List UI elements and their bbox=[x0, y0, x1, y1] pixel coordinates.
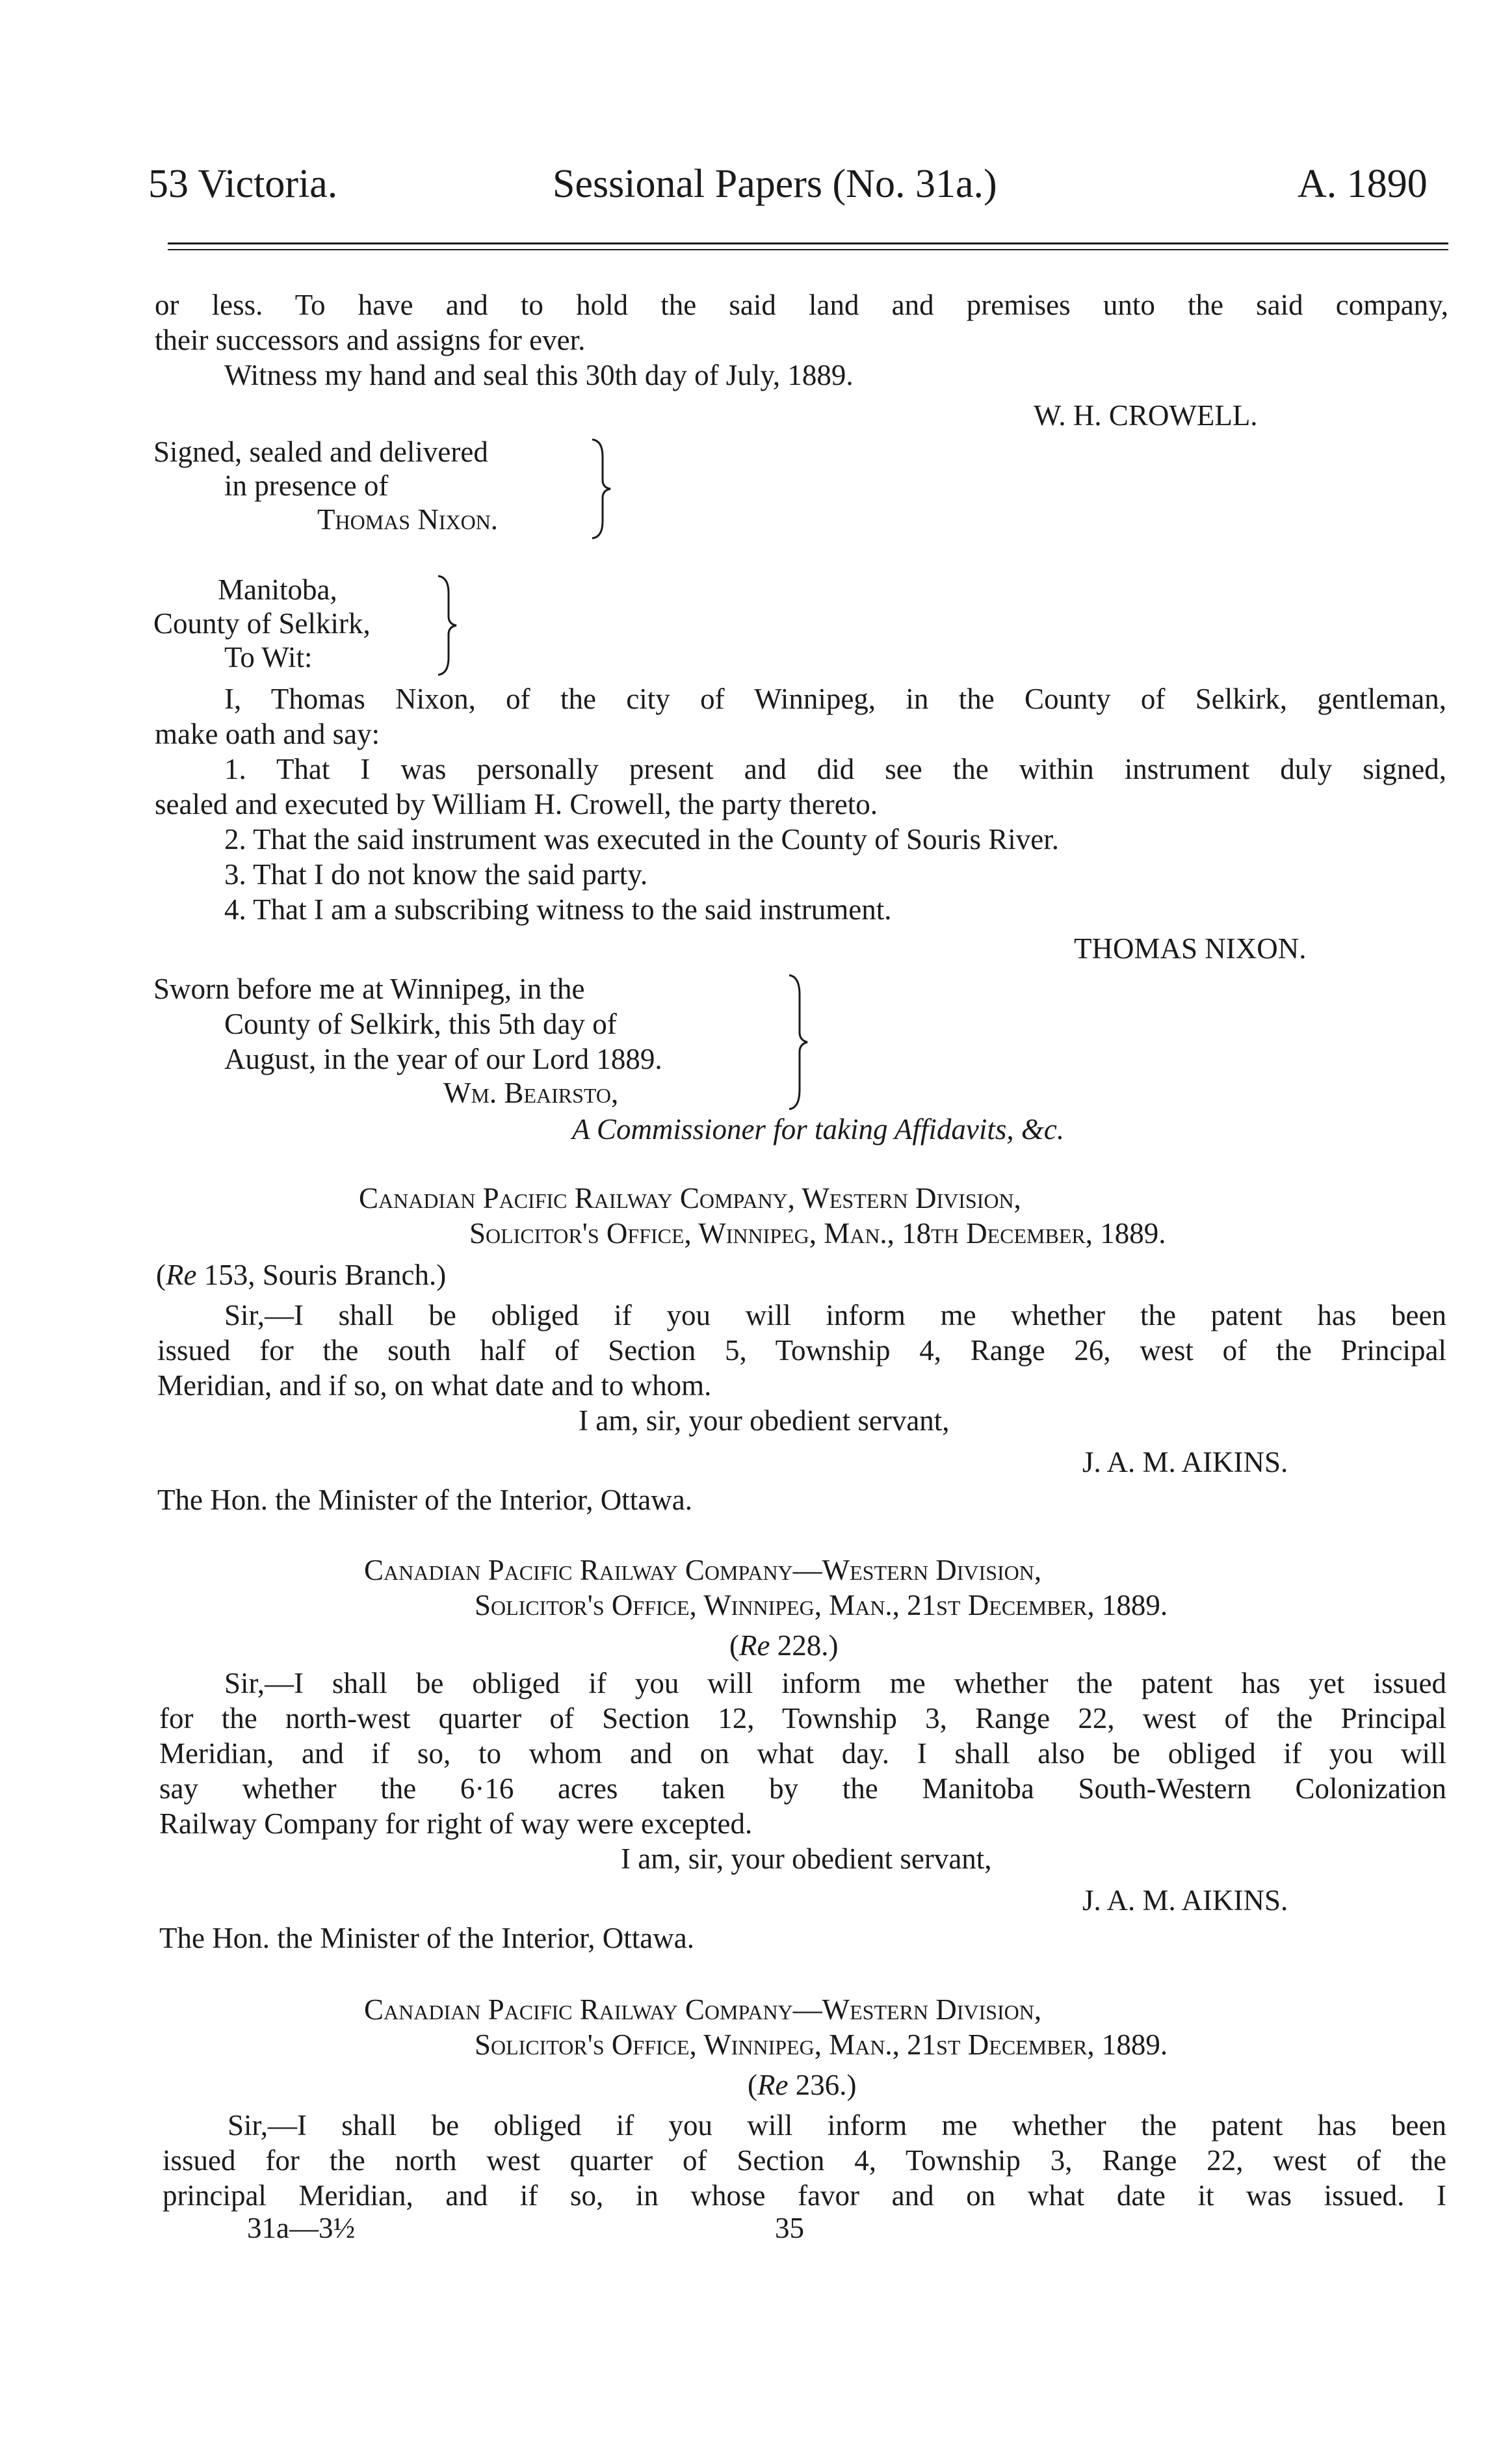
letter2-body-5: Railway Company for right of way were excepted. bbox=[159, 1807, 753, 1840]
affidavit-deponent: THOMAS NIXON. bbox=[1074, 932, 1307, 965]
letter2-addressee: The Hon. the Minister of the Interior, Ottawa. bbox=[159, 1922, 694, 1954]
affidavit-venue-2: County of Selkirk, bbox=[153, 607, 371, 640]
letter2-body-2: for the north-west quarter of Section 12, Township 3, Range 22, west of the Principal bbox=[159, 1702, 1446, 1735]
letter1-body-3: Meridian, and if so, on what date and to whom. bbox=[157, 1369, 712, 1402]
deed-signed-1: Signed, sealed and delivered bbox=[153, 436, 488, 468]
letter3-body-2: issued for the north west quarter of Section 4, Township 3, Range 22, west of the bbox=[163, 2144, 1446, 2177]
letter2-body-4: say whether the 6·16 acres taken by the Manitoba South-Western Colonization bbox=[159, 1772, 1446, 1805]
jurat-commissioner-name: Wm. Beairsto, bbox=[443, 1077, 619, 1109]
letter1-re-mark: Re bbox=[166, 1259, 197, 1291]
letter1-reference: (Re 153, Souris Branch.) bbox=[156, 1259, 447, 1291]
header-rule-top bbox=[168, 242, 1448, 244]
affidavit-venue-1: Manitoba, bbox=[218, 573, 337, 606]
letter1-office: Solicitor's Office, Winnipeg, Man., 18th December, 1889. bbox=[469, 1217, 1166, 1250]
letter1-re-rest: 153, Souris Branch.) bbox=[203, 1259, 447, 1291]
letter2-reference: (Re 228.) bbox=[729, 1629, 839, 1662]
letter3-org: Canadian Pacific Railway Company—Western Division, bbox=[364, 1993, 1042, 2026]
affidavit-venue-3: To Wit: bbox=[224, 641, 313, 674]
jurat-line-1: Sworn before me at Winnipeg, in the bbox=[153, 973, 585, 1005]
affidavit-item-4: 4. That I am a subscribing witness to the said instrument. bbox=[224, 893, 892, 926]
letter2-closing: I am, sir, your obedient servant, bbox=[621, 1842, 992, 1875]
letter1-addressee: The Hon. the Minister of the Interior, Ottawa. bbox=[157, 1484, 692, 1516]
affidavit-intro-2: make oath and say: bbox=[155, 718, 380, 750]
letter1-body-2: issued for the south half of Section 5, Township 4, Range 26, west of the Principal bbox=[157, 1334, 1446, 1367]
venue-brace bbox=[434, 573, 460, 677]
affidavit-item-1a: 1. That I was personally present and did see the within instrument duly signed, bbox=[224, 753, 1446, 785]
affidavit-item-1b: sealed and executed by William H. Crowell, the party thereto. bbox=[155, 788, 878, 820]
letter2-re-mark: Re bbox=[739, 1629, 770, 1662]
letter3-re-rest: 236.) bbox=[795, 2069, 857, 2101]
letter3-re-mark: Re bbox=[757, 2069, 789, 2101]
deed-brace bbox=[588, 437, 614, 541]
header-volume: 53 Victoria. bbox=[148, 162, 338, 206]
letter2-body-3: Meridian, and if so, to whom and on what day. I shall also be obliged if you will bbox=[159, 1737, 1446, 1770]
deed-witness: Witness my hand and seal this 30th day of July, 1889. bbox=[224, 359, 854, 391]
letter2-signature: J. A. M. AIKINS. bbox=[1082, 1884, 1288, 1917]
letter1-signature: J. A. M. AIKINS. bbox=[1082, 1446, 1288, 1478]
letter2-org: Canadian Pacific Railway Company—Western Division, bbox=[364, 1554, 1042, 1586]
jurat-line-2: County of Selkirk, this 5th day of bbox=[224, 1008, 617, 1040]
header-year: A. 1890 bbox=[1298, 162, 1428, 206]
letter1-org: Canadian Pacific Railway Company, Western Division, bbox=[359, 1182, 1021, 1214]
footer-page-number: 35 bbox=[775, 2212, 804, 2244]
letter2-body-1: Sir,—I shall be obliged if you will inform me whether the patent has yet issued bbox=[224, 1667, 1446, 1699]
jurat-line-3: August, in the year of our Lord 1889. bbox=[224, 1043, 662, 1075]
affidavit-item-2: 2. That the said instrument was executed in the County of Souris River. bbox=[224, 823, 1059, 856]
letter2-re-rest: 228.) bbox=[777, 1629, 839, 1662]
jurat-brace bbox=[785, 973, 811, 1112]
deed-signatory: W. H. CROWELL. bbox=[1034, 399, 1258, 432]
letter3-body-1: Sir,—I shall be obliged if you will inform me whether the patent has been bbox=[228, 2109, 1446, 2142]
affidavit-item-3: 3. That I do not know the said party. bbox=[224, 858, 648, 891]
header-rule-bottom bbox=[168, 249, 1448, 250]
deed-line-1: or less. To have and to hold the said land and premises unto the said company, bbox=[155, 289, 1448, 321]
letter3-body-3: principal Meridian, and if so, in whose favor and on what date it was issued. I bbox=[163, 2179, 1446, 2212]
footer-signature-mark: 31a—3½ bbox=[247, 2212, 356, 2244]
deed-signed-3: Thomas Nixon. bbox=[317, 503, 499, 536]
letter3-reference: (Re 236.) bbox=[748, 2069, 857, 2101]
letter1-closing: I am, sir, your obedient servant, bbox=[579, 1404, 950, 1437]
deed-line-2: their successors and assigns for ever. bbox=[155, 324, 586, 356]
header-title: Sessional Papers (No. 31a.) bbox=[553, 162, 997, 206]
deed-signed-2: in presence of bbox=[224, 469, 389, 502]
affidavit-intro-1: I, Thomas Nixon, of the city of Winnipeg, in the County of Selkirk, gentleman, bbox=[224, 683, 1446, 715]
letter3-office: Solicitor's Office, Winnipeg, Man., 21st December, 1889. bbox=[475, 2028, 1168, 2061]
letter1-body-1: Sir,—I shall be obliged if you will inform me whether the patent has been bbox=[224, 1299, 1446, 1331]
jurat-commissioner-title: A Commissioner for taking Affidavits, &c. bbox=[572, 1113, 1065, 1146]
letter2-office: Solicitor's Office, Winnipeg, Man., 21st December, 1889. bbox=[475, 1589, 1168, 1621]
